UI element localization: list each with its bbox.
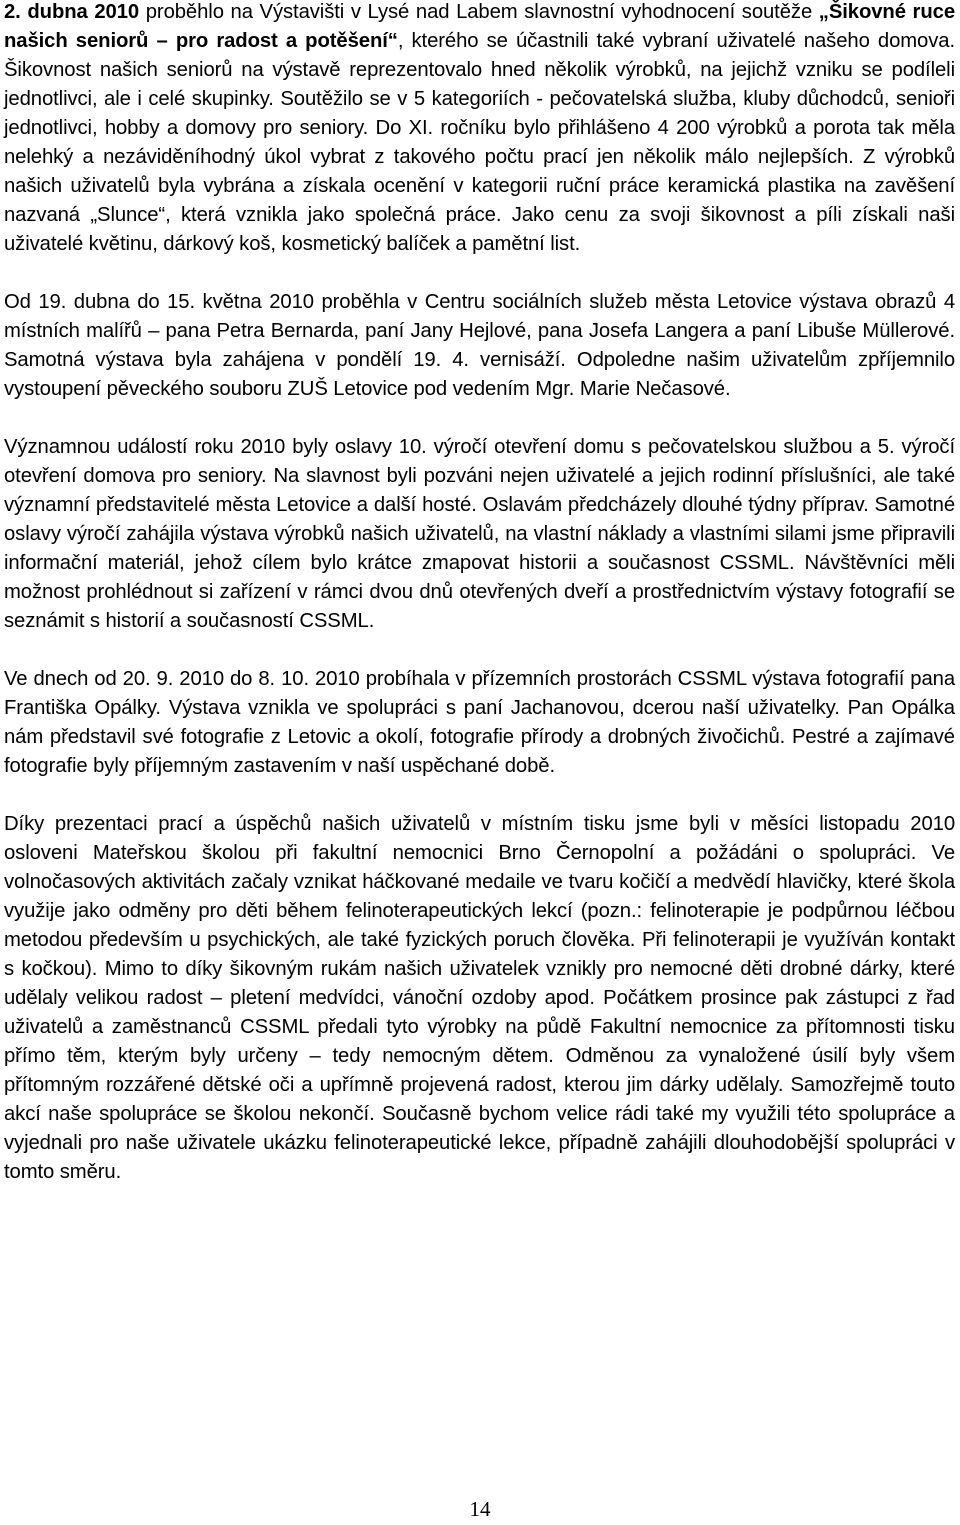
paragraph-text: , kterého se účastnili také vybraní uživatelé našeho domova. Šikovnost našich seniorů na výstavě reprezentovalo hned několik výrobků, na jejichž vzniku se podíleli jednotlivci, ale i celé skupinky. Soutěžilo se v 5 kategoriích - pečovatelská služba, kluby důchodců, senioři jednotlivci, hobby a domovy pro seniory. Do XI. ročníku bylo přihlášeno 4 200 výrobků a porota tak měla nelehký a nezáviděníhodný úkol vybrat z takového počtu prací jen několik málo nejlepších. Z výrobků našich uživatelů byla vybrána a získala ocenění v kategorii ruční práce keramická plastika na zavěšení nazvaná „Slunce“, která vznikla jako společná práce. Jako cenu za svoji šikovnost a píli získali naši uživatelé květinu, dárkový koš, kosmetický balíček a pamětní list. xyxy=(4,30,955,255)
paragraph-painting-exhibition: Od 19. dubna do 15. května 2010 proběhla v Centru sociálních služeb města Letovice výstava obrazů 4 místních malířů – pana Petra Bernarda, paní Jany Hejlové, pana Josefa Langera a paní Libuše Müllerové. Samotná výstava byla zahájena v pondělí 19. 4. vernisáží. Odpoledne našim uživatelům zpříjemnilo vystoupení pěveckého souboru ZUŠ Letovice pod vedením Mgr. Marie Nečasové. xyxy=(4,291,955,400)
paragraph-anniversary: Významnou událostí roku 2010 byly oslavy 10. výročí otevření domu s pečovatelskou službou a 5. výročí otevření domova pro seniory. Na slavnost byli pozváni nejen uživatelé a jejich rodinní příslušníci, ale také významní představitelé města Letovice a další hosté. Oslavám předcházely dlouhé týdny příprav. Samotné oslavy výročí zahájila výstava výrobků našich uživatelů, na vlastní náklady a vlastními silami jsme připravili informační materiál, jehož cílem bylo krátce zmapovat historii a současnost CSSML. Návštěvníci měli možnost prohlédnout si zařízení v rámci dvou dnů otevřených dveří a prostřednictvím výstavy fotografií se seznámit s historií a současností CSSML. xyxy=(4,436,955,632)
date-heading: 2. dubna 2010 xyxy=(4,1,140,23)
paragraph-text: proběhlo na Výstavišti v Lysé nad Labem slavnostní vyhodnocení soutěže xyxy=(139,1,819,23)
contest-name: „Šikovné ruce našich seniorů – pro radost a potěšení“ xyxy=(4,1,955,52)
paragraph-photo-exhibition: Ve dnech od 20. 9. 2010 do 8. 10. 2010 probíhala v přízemních prostorách CSSML výstava fotografií pana Františka Opálky. Výstava vznikla ve spolupráci s paní Jachanovou, dcerou naší uživatelky. Pan Opálka nám představil své fotografie z Letovic a okolí, fotografie přírody a drobných živočichů. Pestré a zajímavé fotografie byly příjemným zastavením v naší uspěchané době. xyxy=(4,668,955,777)
document-body xyxy=(4,0,955,1216)
paragraph-lysa-exhibition xyxy=(4,0,955,259)
page-number: 14 xyxy=(469,1497,491,1521)
paragraph-school-cooperation: Díky prezentaci prací a úspěchů našich uživatelů v místním tisku jsme byli v měsíci listopadu 2010 osloveni Mateřskou školou při fakultní nemocnici Brno Černopolní a požádáni o spolupráci. Ve volnočasových aktivitách začaly vznikat háčkované medaile ve tvaru kočičí a medvědí hlavičky, které škola využije jako odměny pro děti během felinoterapeutických lekcí (pozn.: felinoterapie je podpůrnou léčbou metodou především u psychických, ale také fyzických poruch člověka. Při felinoterapii je využíván kontakt s kočkou). Mimo to díky šikovným rukám našich uživatelek vznikly pro nemocné děti drobné dárky, které udělaly velikou radost – pletení medvídci, vánoční ozdoby apod. Počátkem prosince pak zástupci z řad uživatelů a zaměstnanců CSSML předali tyto výrobky na půdě Fakultní nemocnice za přítomnosti tisku přímo těm, kterým byly určeny – tedy nemocným dětem. Odměnou za vynaložené úsilí byly všem přítomným rozzářené dětské oči a upřímně projevená radost, kterou jim dárky udělaly. Samozřejmě touto akcí naše spolupráce se školou nekončí. Současně bychom velice rádi také my využili této spolupráce a vyjednali pro naše uživatele ukázku felinoterapeutické lekce, případně zahájili dlouhodobější spolupráci v tomto směru. xyxy=(4,813,955,1183)
